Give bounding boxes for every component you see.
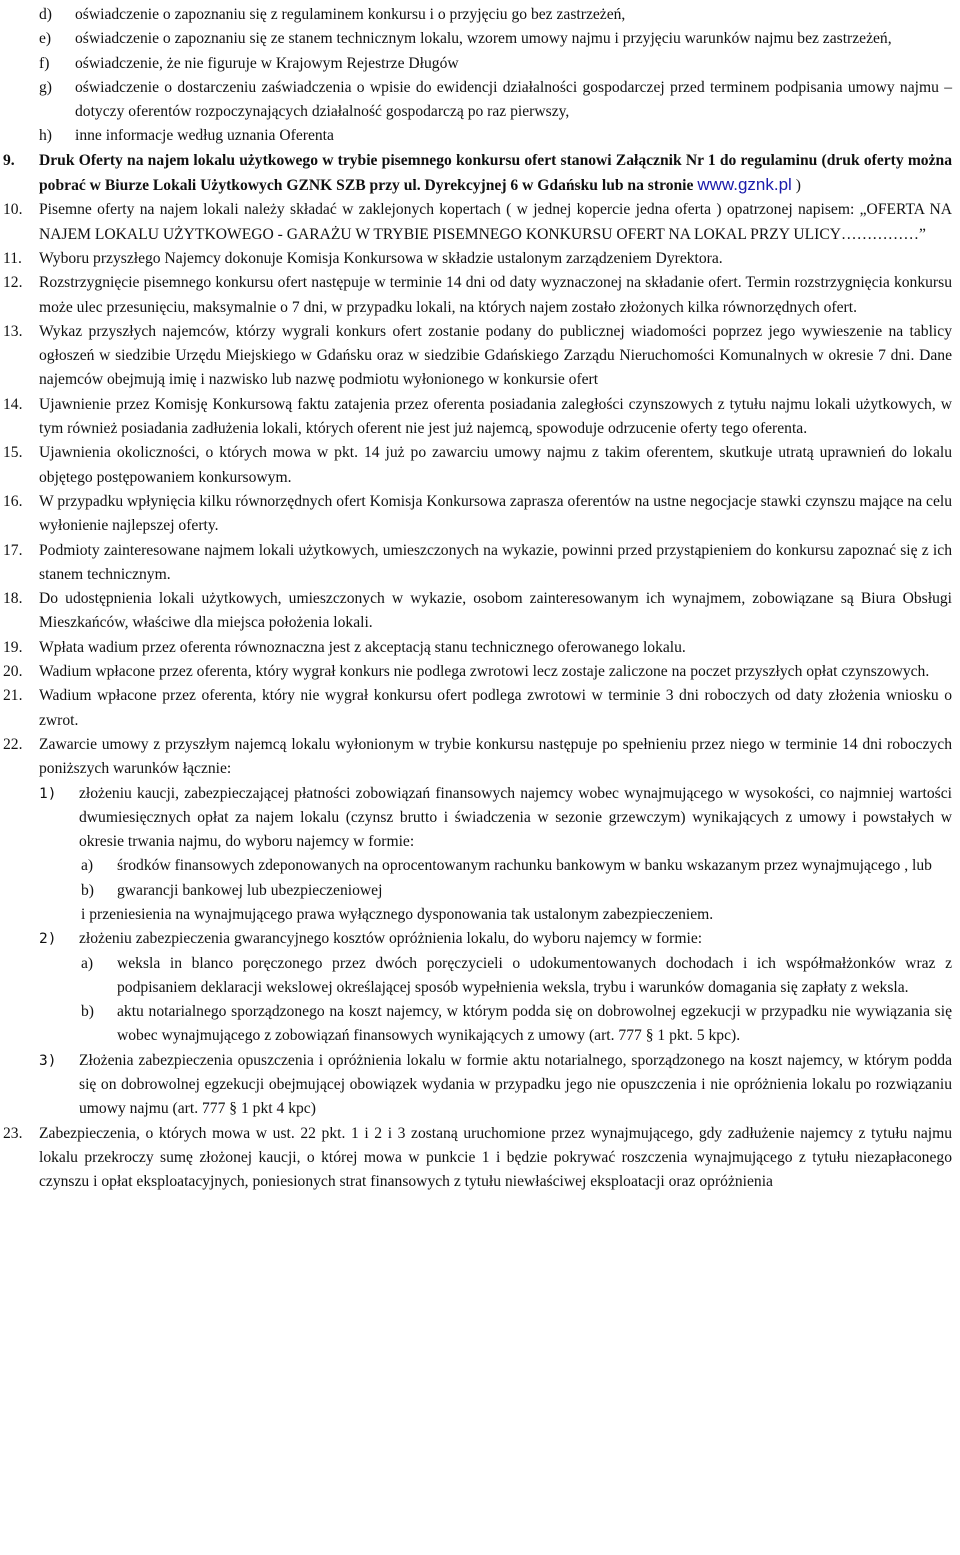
item-text: oświadczenie o zapoznaniu się ze stanem technicznym lokalu, wzorem umowy najmu i przyjęciu warunków najmu bez zastrzeżeń,: [75, 30, 892, 48]
condition-1-option-b: [0, 879, 960, 903]
point-text: Wykaz przyszłych najemców, którzy wygrali konkurs ofert zostanie podany do publicznej wiadomości poprzez jego wywieszenie na tablicy ogłoszeń w siedzibie Urzędu Miejskiego w Gdańsku oraz w siedzibie Gdańskiego Zarządu Nieruchomości Komunalnych w okresie 7 dni. Dane najemców obejmują imię i nazwisko lub nazwę podmiotu wyłonionego w konkursie ofert: [39, 322, 952, 389]
list-item: [0, 3, 960, 27]
point-12: [0, 271, 960, 320]
condition-2-option-b: [0, 1000, 960, 1049]
item-text: oświadczenie, że nie figuruje w Krajowym Rejestrze Długów: [75, 54, 459, 72]
point-22: [0, 733, 960, 782]
point-text: Podmioty zainteresowane najmem lokali użytkowych, umieszczonych na wykazie, powinni przed przystąpieniem do konkursu zapoznać się z ich stanem technicznym.: [39, 541, 952, 583]
list-item: [0, 124, 960, 148]
point-text: Ujawnienia okoliczności, o których mowa w pkt. 14 już po zawarciu umowy najmu z takim oferentem, skutkuje utratą uprawnień do lokalu objętego postępowaniem konkursowym.: [39, 444, 952, 486]
point-20: [0, 660, 960, 684]
list-item: [0, 27, 960, 51]
item-marker: f): [39, 54, 50, 72]
condition-text: Złożenia zabezpieczenia opuszczenia i opróżnienia lokalu w formie aktu notarialnego, sporządzonego na koszt najemcy, w którym podda się on dobrowolnej egzekucji obejmującej obowiązek wydania w przypadku jego nie opuszczenia i nie opróżnienia lokalu po rozwiązaniu umowy najmu (art. 777 § 1 pkt 4 kpc): [79, 1051, 952, 1118]
point-text: Zawarcie umowy z przyszłym najemcą lokalu wyłonionym w trybie konkursu następuje po spełnieniu przez niego w terminie 14 dni roboczych poniższych warunków łącznie:: [39, 735, 952, 778]
point-number: 14.: [3, 395, 23, 413]
point-number: 13.: [3, 322, 23, 340]
point-text: W przypadku wpłynięcia kilku równorzędnych ofert Komisja Konkursowa zaprasza oferentów na ustne negocjacje stawki czynszu mające na celu wyłonienie najlepszej oferty.: [39, 492, 952, 535]
point-number: 12.: [3, 274, 23, 292]
point-number: 23.: [3, 1124, 23, 1142]
point-23: [0, 1122, 960, 1195]
list-item: [0, 52, 960, 76]
condition-1-tail: i przeniesienia na wynajmującego prawa wyłącznego dysponowania tak ustalonym zabezpieczeniem.: [81, 905, 714, 923]
item-marker: e): [39, 30, 52, 48]
point-number: 11.: [3, 249, 22, 267]
option-text: weksla in blanco poręczonego przez dwóch poręczycieli o udokumentowanych dochodach i ich współmałżonków wraz z podpisaniem deklaracji wekslowej określającej sposób wypełnienia weksla, trybu i warunków domagania się zapłaty z weksla.: [117, 954, 952, 996]
point-text: Do udostępnienia lokali użytkowych, umieszczonych w wykazie, osobom zainteresowanym ich wynajmem, zobowiązane są Biura Obsługi Mieszkańców, właściwe dla miejsca położenia lokali.: [39, 590, 952, 632]
point-text: Wpłata wadium przez oferenta równoznaczna jest z akceptacją stanu technicznego oferowanego lokalu.: [39, 638, 686, 656]
point-19: [0, 636, 960, 660]
point-16: [0, 490, 960, 539]
point-text: Rozstrzygnięcie pisemnego konkursu ofert następuje w terminie 14 dni od daty wyznaczonej na składanie ofert. Termin rozstrzygnięcia konkursu może ulec przesunięciu, maksymalnie o 7 dni, w przypadku lokali, na których najem zostało złożonych kilka równorzędnych ofert.: [39, 274, 952, 316]
point-number: 20.: [3, 663, 23, 681]
website-link[interactable]: www.gznk.pl: [697, 175, 792, 195]
list-item: [0, 76, 960, 125]
condition-2-option-a: [0, 952, 960, 1001]
point-text: Wadium wpłacone przez oferenta, który nie wygrał konkursu ofert podlega zwrotowi w terminie 3 dni roboczych od daty złożenia wniosku o zwrot.: [39, 687, 952, 729]
point-number: 17.: [3, 541, 23, 559]
item-text: inne informacje według uznania Oferenta: [75, 127, 334, 145]
point-11: [0, 247, 960, 271]
point-21: [0, 684, 960, 733]
condition-2: [0, 927, 960, 951]
point-text: Druk Oferty na najem lokalu użytkowego w trybie pisemnego konkursu ofert stanowi Załącznik Nr 1 do regulaminu (druk oferty można pobrać w Biurze Lokali Użytkowych GZNK SZB przy ul. Dyrekcyjnej 6 w Gdańsku lub na stronie: [39, 151, 952, 195]
point-number: 10.: [3, 201, 23, 219]
condition-text: złożeniu kaucji, zabezpieczającej płatności zobowiązań finansowych najemcy wobec wynajmującego w wysokości, co najmniej wartości dwumiesięcznych opłat za najem lokalu (czynsz brutto i świadczenia w sezonie grzewczym) wynikających z umowy i powstałych w okresie trwania najmu, do wyboru najemcy w formie:: [79, 784, 952, 851]
condition-1: [0, 782, 960, 855]
point-14: [0, 393, 960, 442]
condition-marker: 1): [39, 785, 57, 802]
closing-paren: ): [795, 177, 801, 195]
condition-1-option-a: [0, 854, 960, 878]
condition-marker: 3): [39, 1052, 57, 1069]
condition-text: złożeniu zabezpieczenia gwarancyjnego kosztów opróżnienia lokalu, do wyboru najemcy w formie:: [79, 930, 703, 948]
item-marker: h): [39, 127, 52, 145]
item-text: oświadczenie o zapoznaniu się z regulaminem konkursu i o przyjęciu go bez zastrzeżeń,: [75, 6, 626, 23]
condition-marker: 2): [39, 931, 57, 948]
condition-3: [0, 1049, 960, 1122]
point-number: 21.: [3, 687, 23, 705]
point-number: 15.: [3, 444, 23, 462]
option-text: aktu notarialnego sporządzonego na koszt najemcy, w którym podda się on dobrowolnej egzekucji w przypadku nie wywiązania się wobec wynajmującego z zobowiązań finansowych wynikających z umowy (art. 777 § 1 pkt. 5 kpc).: [117, 1003, 952, 1045]
point-text: Wadium wpłacone przez oferenta, który wygrał konkurs nie podlega zwrotowi lecz zostaje zaliczone na poczet przyszłych opłat czynszowych.: [39, 663, 930, 681]
point-number: 16.: [3, 492, 23, 510]
option-text: środków finansowych zdeponowanych na oprocentowanym rachunku bankowym w banku wskazanym przez wynajmującego , lub: [117, 857, 932, 875]
point-number: 9.: [3, 151, 15, 169]
point-number: 18.: [3, 590, 23, 608]
option-text: gwarancji bankowej lub ubezpieczeniowej: [117, 881, 383, 899]
item-marker: g): [39, 78, 52, 96]
point-text: Pisemne oferty na najem lokali należy składać w zaklejonych kopertach ( w jednej kopercie jedna oferta ) opatrzonej napisem: „OFERTA NA NAJEM LOKALU UŻYTKOWEGO - GARAŻU W TRYBIE PISEMNEGO KONKURSU OFERT NA LOKAL PRZY ULICY……………”: [39, 201, 952, 243]
option-marker: b): [81, 1003, 94, 1021]
option-marker: b): [81, 881, 94, 899]
point-9: [0, 149, 960, 199]
point-number: 22.: [3, 735, 23, 753]
option-marker: a): [81, 954, 94, 972]
point-number: 19.: [3, 638, 23, 656]
point-text: Ujawnienie przez Komisję Konkursową faktu zatajenia przez oferenta posiadania zaległości czynszowych z tytułu najmu lokali użytkowych, w tym również posiadania zadłużenia lokali, których oferent nie jest już najemcą, spowoduje odrzucenie oferty tego oferenta.: [39, 395, 952, 438]
point-10: [0, 198, 960, 247]
point-18: [0, 587, 960, 636]
option-marker: a): [81, 857, 94, 875]
point-15: [0, 441, 960, 490]
point-text: Wyboru przyszłego Najemcy dokonuje Komisja Konkursowa w składzie ustalonym zarządzeniem Dyrektora.: [39, 249, 723, 267]
item-marker: d): [39, 6, 52, 23]
point-17: [0, 539, 960, 588]
item-text: oświadczenie o dostarczeniu zaświadczenia o wpisie do ewidencji działalności gospodarczej przed terminem podpisania umowy najmu – dotyczy oferentów rozpoczynających działalność gospodarczą po raz pierwszy,: [75, 78, 952, 121]
point-text: Zabezpieczenia, o których mowa w ust. 22 pkt. 1 i 2 i 3 zostaną uruchomione przez wynajmującego, gdy zadłużenie najemcy z tytułu najmu lokalu przekroczy sumę złożonej kaucji, o której mowa w punkcie 1 i będzie pokrywać roszczenia wynajmującego z tytułu niezapłaconego czynszu i opłat eksploatacyjnych, poniesionych strat finansowych z tytułu niewłaściwej eksploatacji oraz opróżnienia: [39, 1124, 952, 1191]
point-13: [0, 320, 960, 393]
